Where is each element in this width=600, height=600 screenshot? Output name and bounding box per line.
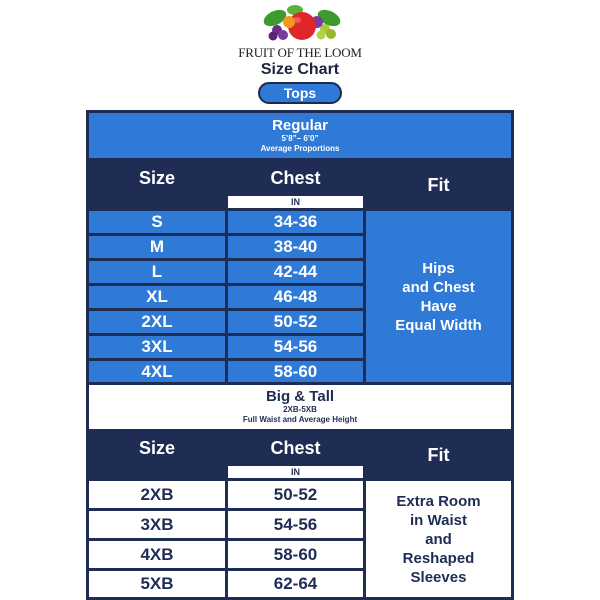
regular-size-s: S <box>89 211 225 233</box>
big-tall-size-3xb: 3XB <box>89 511 225 538</box>
regular-chest-l: 42-44 <box>228 261 363 283</box>
regular-height-range: 5’8”– 6’0” <box>281 133 319 143</box>
regular-chest-2xl: 50-52 <box>228 311 363 333</box>
big-tall-fit-line-5: Sleeves <box>410 568 467 586</box>
big-tall-fit-header: Fit <box>366 432 511 478</box>
big-tall-fit-description <box>366 481 511 597</box>
regular-size-l: L <box>89 261 225 283</box>
header <box>0 0 600 110</box>
big-tall-proportions: Full Waist and Average Height <box>242 415 358 424</box>
brand-name: FRUIT OF THE LOOM <box>238 45 362 60</box>
page-title: Size Chart <box>260 61 340 78</box>
big-tall-size-header: Size <box>89 432 225 464</box>
regular-size-m: M <box>89 236 225 258</box>
regular-fit-header: Fit <box>366 162 511 208</box>
regular-section-header <box>89 113 511 158</box>
big-tall-fit-line-1: Extra Room <box>396 492 481 510</box>
big-tall-chest-header: Chest <box>228 432 363 464</box>
big-tall-chest-5xb: 62-64 <box>228 571 363 597</box>
regular-size-xl: XL <box>89 286 225 308</box>
big-tall-fit-line-4: Reshaped <box>402 549 475 567</box>
big-tall-size-2xb: 2XB <box>89 481 225 508</box>
big-tall-range: 2XB-5XB <box>283 405 317 414</box>
regular-chest-m: 38-40 <box>228 236 363 258</box>
regular-chest-unit: IN <box>228 196 363 208</box>
big-tall-title: Big & Tall <box>265 388 335 405</box>
regular-chest-3xl: 54-56 <box>228 336 363 358</box>
big-tall-fit-line-2: in Waist <box>410 511 467 529</box>
regular-title: Regular <box>272 116 328 134</box>
regular-fit-line-4: Equal Width <box>395 316 482 334</box>
fruit-logo <box>255 2 350 44</box>
big-tall-fit-line-3: and <box>425 530 452 548</box>
regular-fit-line-3: Have <box>420 297 457 315</box>
category-badge: Tops <box>258 82 342 104</box>
big-tall-section-header <box>89 385 511 429</box>
regular-chest-s: 34-36 <box>228 211 363 233</box>
regular-fit-description <box>366 211 511 382</box>
big-tall-chest-unit: IN <box>228 466 363 478</box>
regular-fit-line-2: and Chest <box>402 278 475 296</box>
regular-size-4xl: 4XL <box>89 361 225 382</box>
regular-chest-xl: 46-48 <box>228 286 363 308</box>
regular-proportions: Average Proportions <box>260 143 340 153</box>
regular-size-header: Size <box>89 162 225 194</box>
regular-chest-header: Chest <box>228 162 363 194</box>
big-tall-chest-4xb: 58-60 <box>228 541 363 568</box>
big-tall-chest-3xb: 54-56 <box>228 511 363 538</box>
regular-chest-4xl: 58-60 <box>228 361 363 382</box>
big-tall-size-4xb: 4XB <box>89 541 225 568</box>
regular-size-2xl: 2XL <box>89 311 225 333</box>
regular-fit-line-1: Hips <box>422 259 455 277</box>
size-chart <box>86 110 514 600</box>
regular-size-3xl: 3XL <box>89 336 225 358</box>
big-tall-chest-2xb: 50-52 <box>228 481 363 508</box>
big-tall-size-5xb: 5XB <box>89 571 225 597</box>
